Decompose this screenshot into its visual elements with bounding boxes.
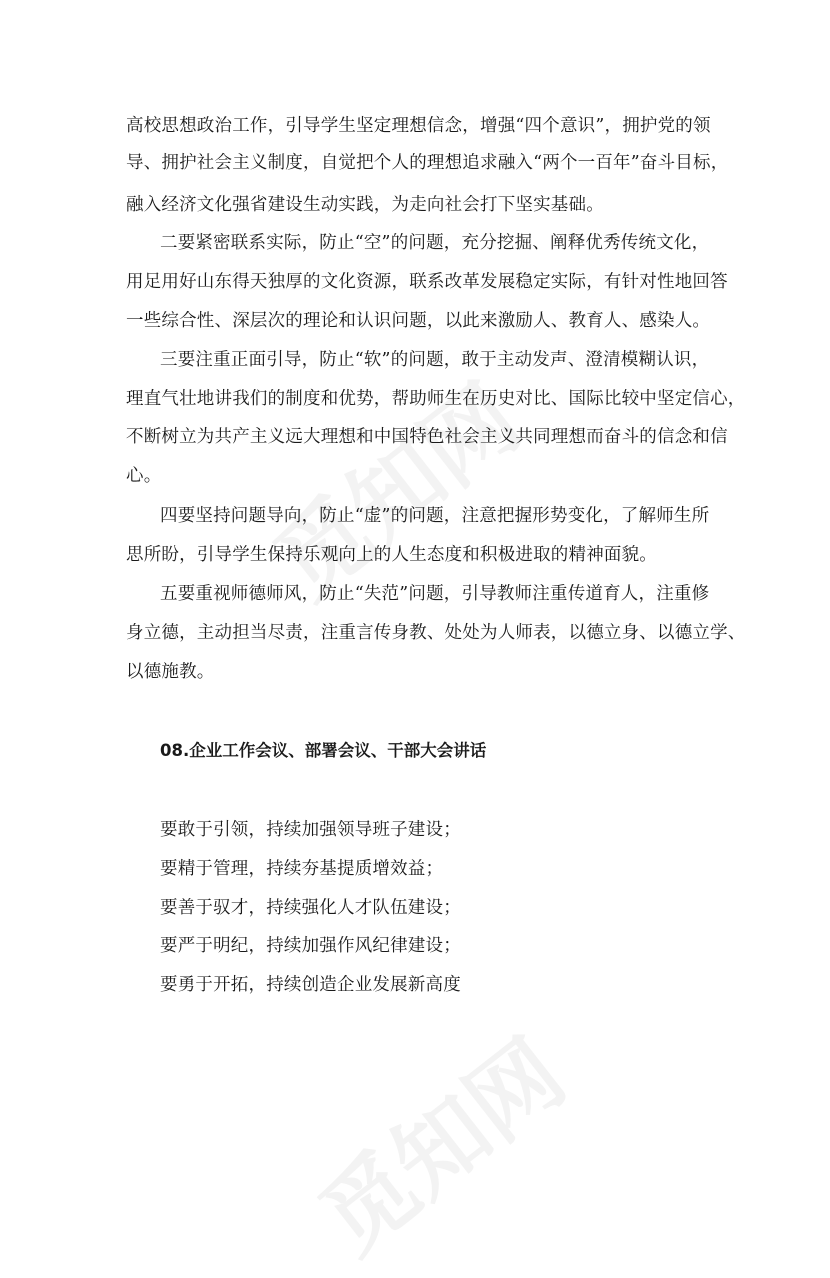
list-item: 要严于明纪，持续加强作风纪律建设； (160, 936, 461, 956)
watermark (289, 1004, 588, 1278)
list-item: 要精于管理，持续夯基提质增效益； (160, 859, 444, 879)
paragraph-line: 思所盼，引导学生保持乐观向上的人生态度和积极进取的精神面貌。 (126, 545, 657, 565)
paragraph-line: 理直气壮地讲我们的制度和优势，帮助师生在历史对比、国际比较中坚定信心， (126, 389, 746, 409)
paragraph-line: 心。 (126, 466, 162, 486)
paragraph-line: 导、拥护社会主义制度，自觉把个人的理想追求融入“两个一百年”奋斗目标， (126, 153, 729, 173)
paragraph-line: 不断树立为共产主义远大理想和中国特色社会主义共同理想而奋斗的信念和信 (126, 427, 728, 447)
paragraph-line: 五要重视师德师风，防止“失范”问题，引导教师注重传道育人，注重修 (160, 584, 710, 604)
list-item: 要勇于开拓，持续创造企业发展新高度 (160, 975, 461, 995)
paragraph-line: 以德施教。 (126, 662, 215, 682)
section-heading: 08.企业工作会议、部署会议、干部大会讲话 (160, 741, 487, 760)
paragraph-line: 二要紧密联系实际，防止“空”的问题，充分挖掘、阐释优秀传统文化， (160, 233, 710, 253)
paragraph-line: 用足用好山东得天独厚的文化资源，联系改革发展稳定实际，有针对性地回答 (126, 272, 728, 292)
paragraph-line: 身立德，主动担当尽责，注重言传身教、处处为人师表，以德立身、以德立学、 (126, 623, 746, 643)
paragraph-line: 三要注重正面引导，防止“软”的问题，敢于主动发声、澄清模糊认识， (160, 350, 710, 370)
list-item: 要善于驭才，持续强化人才队伍建设； (160, 898, 461, 918)
paragraph-line: 高校思想政治工作，引导学生坚定理想信念，增强“四个意识”，拥护党的领 (126, 116, 711, 136)
paragraph-line: 一些综合性、深层次的理论和认识问题，以此来激励人、教育人、感染人。 (126, 311, 711, 331)
paragraph-line: 融入经济文化强省建设生动实践，为走向社会打下坚实基础。 (126, 195, 604, 215)
paragraph-line: 四要坚持问题导向，防止“虚”的问题，注意把握形势变化，了解师生所 (160, 506, 710, 526)
list-item: 要敢于引领，持续加强领导班子建设； (160, 820, 461, 840)
